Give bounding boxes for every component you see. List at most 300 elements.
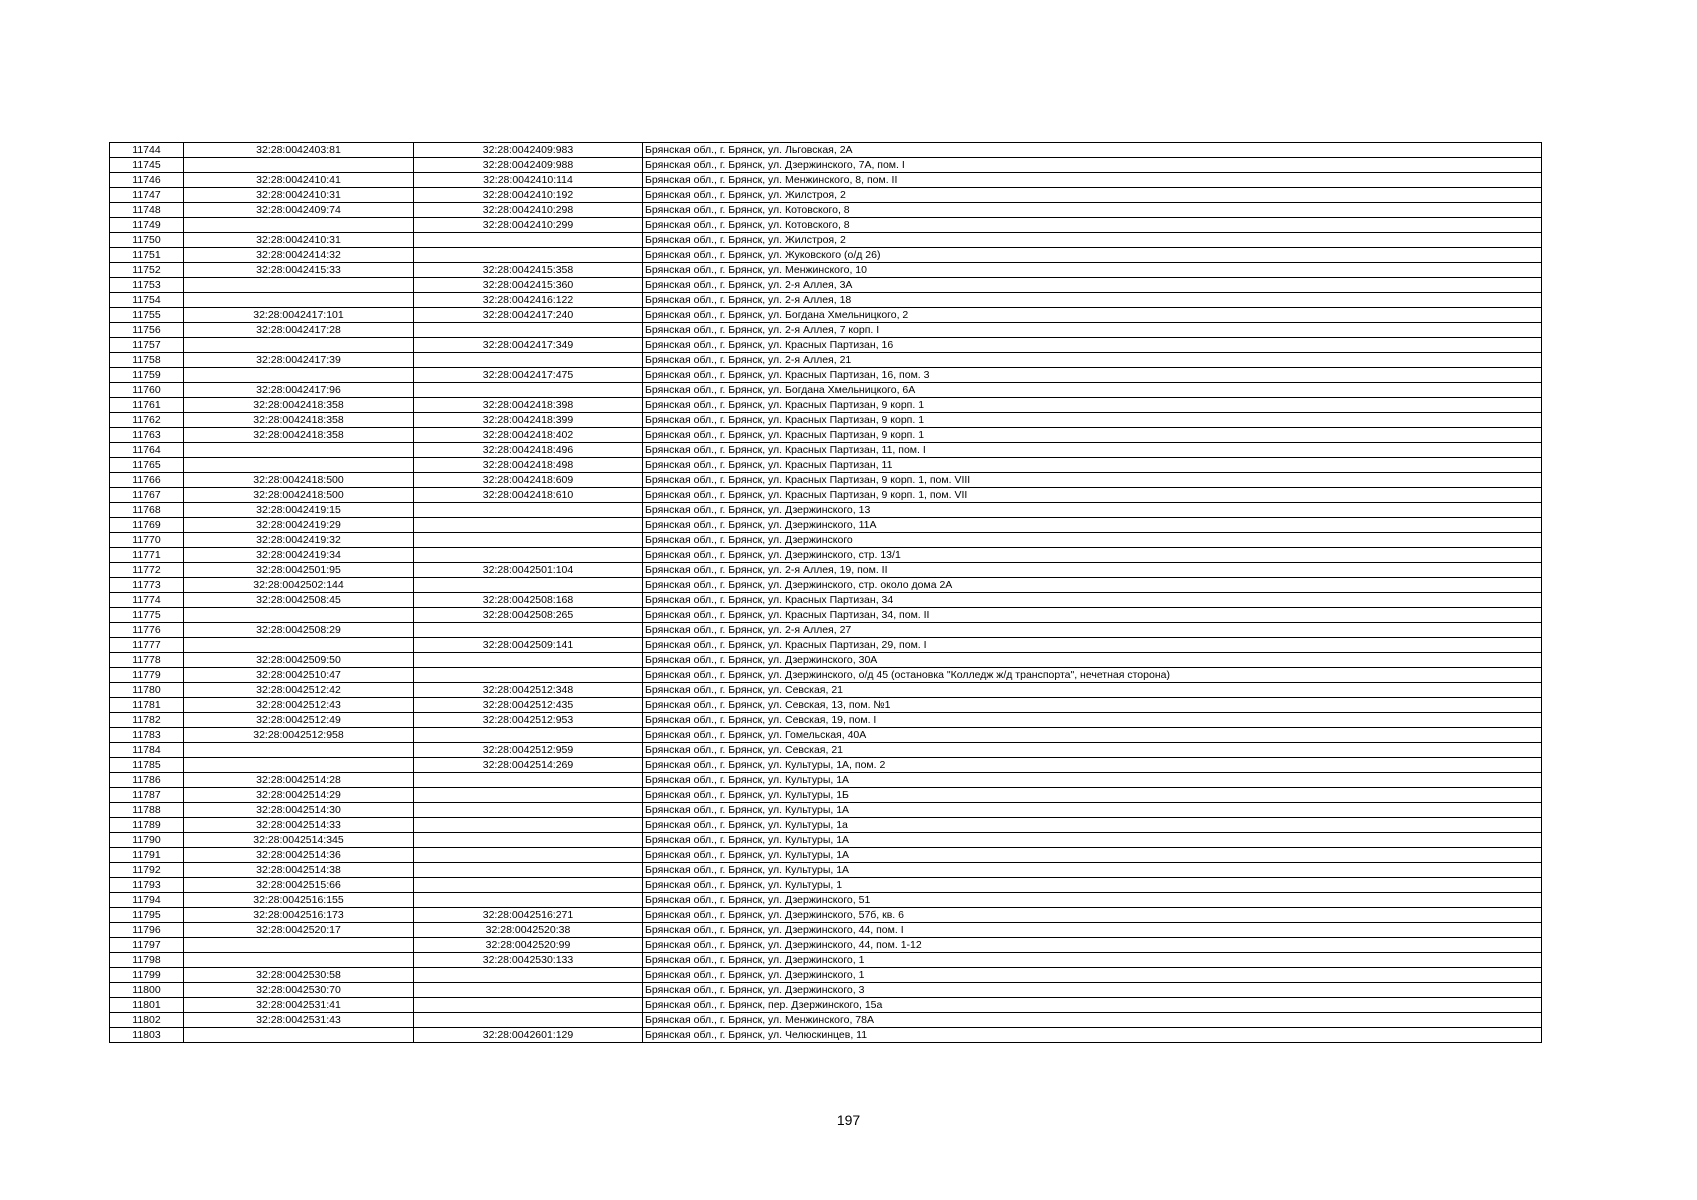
row-number-cell: 11790	[110, 833, 184, 848]
table-row	[110, 593, 1542, 608]
table-row	[110, 488, 1542, 503]
row-number-cell: 11782	[110, 713, 184, 728]
row-number-cell: 11785	[110, 758, 184, 773]
cadastral-object-number-cell: 32:28:0042512:953	[414, 713, 643, 728]
address-cell: Брянская обл., г. Брянск, ул. Дзержинского, стр. 13/1	[643, 548, 1542, 563]
row-number-cell: 11801	[110, 998, 184, 1013]
cadastral-land-number-cell	[184, 338, 414, 353]
address-cell: Брянская обл., г. Брянск, ул. Красных Партизан, 34	[643, 593, 1542, 608]
cadastral-land-number-cell	[184, 938, 414, 953]
table-row	[110, 533, 1542, 548]
table-row	[110, 983, 1542, 998]
cadastral-land-number-cell: 32:28:0042512:49	[184, 713, 414, 728]
cadastral-object-number-cell: 32:28:0042410:298	[414, 203, 643, 218]
table-row	[110, 503, 1542, 518]
cadastral-land-number-cell: 32:28:0042509:50	[184, 653, 414, 668]
cadastral-land-number-cell	[184, 368, 414, 383]
row-number-cell: 11772	[110, 563, 184, 578]
cadastral-land-number-cell: 32:28:0042514:38	[184, 863, 414, 878]
cadastral-land-number-cell: 32:28:0042410:31	[184, 188, 414, 203]
address-cell: Брянская обл., г. Брянск, ул. Культуры, 1А	[643, 833, 1542, 848]
row-number-cell: 11791	[110, 848, 184, 863]
cadastral-object-number-cell	[414, 728, 643, 743]
cadastral-object-number-cell	[414, 818, 643, 833]
table-row	[110, 188, 1542, 203]
cadastral-object-number-cell	[414, 518, 643, 533]
table-row	[110, 248, 1542, 263]
address-cell: Брянская обл., г. Брянск, ул. 2-я Аллея, 19, пом. II	[643, 563, 1542, 578]
row-number-cell: 11771	[110, 548, 184, 563]
row-number-cell: 11796	[110, 923, 184, 938]
cadastral-object-number-cell: 32:28:0042410:299	[414, 218, 643, 233]
address-cell: Брянская обл., г. Брянск, ул. 2-я Аллея, 27	[643, 623, 1542, 638]
cadastral-object-number-cell	[414, 773, 643, 788]
address-cell: Брянская обл., г. Брянск, ул. Дзержинского	[643, 533, 1542, 548]
table-row	[110, 203, 1542, 218]
row-number-cell: 11786	[110, 773, 184, 788]
table-row	[110, 218, 1542, 233]
cadastral-land-number-cell	[184, 443, 414, 458]
cadastral-land-number-cell	[184, 743, 414, 758]
cadastral-land-number-cell: 32:28:0042514:28	[184, 773, 414, 788]
table-row	[110, 578, 1542, 593]
row-number-cell: 11793	[110, 878, 184, 893]
row-number-cell: 11787	[110, 788, 184, 803]
table-row	[110, 473, 1542, 488]
row-number-cell: 11797	[110, 938, 184, 953]
address-cell: Брянская обл., г. Брянск, ул. Культуры, 1А	[643, 848, 1542, 863]
cadastral-land-number-cell: 32:28:0042417:101	[184, 308, 414, 323]
address-cell: Брянская обл., г. Брянск, ул. Красных Партизан, 11	[643, 458, 1542, 473]
page-number: 197	[836, 1112, 861, 1128]
row-number-cell: 11792	[110, 863, 184, 878]
cadastral-land-number-cell: 32:28:0042530:70	[184, 983, 414, 998]
row-number-cell: 11765	[110, 458, 184, 473]
address-cell: Брянская обл., г. Брянск, ул. Красных Партизан, 16, пом. 3	[643, 368, 1542, 383]
table-row	[110, 938, 1542, 953]
cadastral-land-number-cell: 32:28:0042510:47	[184, 668, 414, 683]
cadastral-land-number-cell: 32:28:0042515:66	[184, 878, 414, 893]
cadastral-land-number-cell: 32:28:0042415:33	[184, 263, 414, 278]
cadastral-land-number-cell: 32:28:0042418:358	[184, 398, 414, 413]
row-number-cell: 11750	[110, 233, 184, 248]
address-cell: Брянская обл., г. Брянск, ул. Красных Партизан, 9 корп. 1, пом. VIII	[643, 473, 1542, 488]
cadastral-land-number-cell	[184, 638, 414, 653]
row-number-cell: 11768	[110, 503, 184, 518]
cadastral-object-number-cell: 32:28:0042509:141	[414, 638, 643, 653]
cadastral-land-number-cell	[184, 458, 414, 473]
row-number-cell: 11766	[110, 473, 184, 488]
cadastral-object-number-cell	[414, 848, 643, 863]
row-number-cell: 11756	[110, 323, 184, 338]
row-number-cell: 11747	[110, 188, 184, 203]
row-number-cell: 11795	[110, 908, 184, 923]
row-number-cell: 11748	[110, 203, 184, 218]
row-number-cell: 11783	[110, 728, 184, 743]
address-cell: Брянская обл., г. Брянск, ул. Дзержинского, 3	[643, 983, 1542, 998]
address-cell: Брянская обл., г. Брянск, ул. Красных Партизан, 9 корп. 1	[643, 398, 1542, 413]
row-number-cell: 11776	[110, 623, 184, 638]
row-number-cell: 11798	[110, 953, 184, 968]
cadastral-land-number-cell: 32:28:0042410:31	[184, 233, 414, 248]
address-cell: Брянская обл., г. Брянск, ул. Дзержинского, стр. около дома 2А	[643, 578, 1542, 593]
table-row	[110, 788, 1542, 803]
cadastral-land-number-cell: 32:28:0042531:43	[184, 1013, 414, 1028]
table-row	[110, 263, 1542, 278]
address-cell: Брянская обл., г. Брянск, ул. Красных Партизан, 11, пом. I	[643, 443, 1542, 458]
address-cell: Брянская обл., г. Брянск, ул. Севская, 13, пом. №1	[643, 698, 1542, 713]
row-number-cell: 11779	[110, 668, 184, 683]
cadastral-land-number-cell: 32:28:0042514:33	[184, 818, 414, 833]
cadastral-object-number-cell: 32:28:0042418:609	[414, 473, 643, 488]
cadastral-land-number-cell: 32:28:0042516:173	[184, 908, 414, 923]
address-cell: Брянская обл., г. Брянск, ул. Дзержинского, 51	[643, 893, 1542, 908]
row-number-cell: 11762	[110, 413, 184, 428]
address-cell: Брянская обл., г. Брянск, ул. Красных Партизан, 9 корп. 1	[643, 413, 1542, 428]
table-row	[110, 293, 1542, 308]
address-cell: Брянская обл., г. Брянск, ул. Культуры, 1а	[643, 818, 1542, 833]
cadastral-land-number-cell: 32:28:0042419:34	[184, 548, 414, 563]
cadastral-land-number-cell: 32:28:0042417:39	[184, 353, 414, 368]
row-number-cell: 11754	[110, 293, 184, 308]
cadastral-object-number-cell: 32:28:0042409:983	[414, 143, 643, 158]
row-number-cell: 11788	[110, 803, 184, 818]
cadastral-land-number-cell: 32:28:0042512:958	[184, 728, 414, 743]
cadastral-land-number-cell: 32:28:0042512:43	[184, 698, 414, 713]
table-row	[110, 1028, 1542, 1043]
cadastral-object-number-cell: 32:28:0042512:435	[414, 698, 643, 713]
address-cell: Брянская обл., г. Брянск, ул. Менжинского, 78А	[643, 1013, 1542, 1028]
address-cell: Брянская обл., г. Брянск, ул. Культуры, 1А	[643, 803, 1542, 818]
table-row	[110, 323, 1542, 338]
cadastral-land-number-cell: 32:28:0042418:500	[184, 473, 414, 488]
cadastral-object-number-cell: 32:28:0042601:129	[414, 1028, 643, 1043]
cadastral-land-number-cell: 32:28:0042512:42	[184, 683, 414, 698]
cadastral-object-number-cell: 32:28:0042508:265	[414, 608, 643, 623]
row-number-cell: 11802	[110, 1013, 184, 1028]
address-cell: Брянская обл., г. Брянск, ул. Жилстроя, 2	[643, 233, 1542, 248]
table-row	[110, 398, 1542, 413]
row-number-cell: 11763	[110, 428, 184, 443]
address-cell: Брянская обл., г. Брянск, ул. Дзержинского, о/д 45 (остановка "Колледж ж/д транспорта", нечетная сторона)	[643, 668, 1542, 683]
cadastral-object-number-cell	[414, 893, 643, 908]
table-row	[110, 773, 1542, 788]
table-row	[110, 413, 1542, 428]
cadastral-object-number-cell: 32:28:0042512:348	[414, 683, 643, 698]
row-number-cell: 11757	[110, 338, 184, 353]
address-cell: Брянская обл., г. Брянск, ул. Дзержинского, 30А	[643, 653, 1542, 668]
row-number-cell: 11758	[110, 353, 184, 368]
row-number-cell: 11767	[110, 488, 184, 503]
cadastral-land-number-cell: 32:28:0042419:15	[184, 503, 414, 518]
table-row	[110, 833, 1542, 848]
cadastral-object-number-cell: 32:28:0042409:988	[414, 158, 643, 173]
row-number-cell: 11780	[110, 683, 184, 698]
address-cell: Брянская обл., г. Брянск, ул. Жуковского (о/д 26)	[643, 248, 1542, 263]
address-cell: Брянская обл., г. Брянск, ул. Менжинского, 8, пом. II	[643, 173, 1542, 188]
table-row	[110, 338, 1542, 353]
cadastral-land-number-cell	[184, 293, 414, 308]
table-row	[110, 863, 1542, 878]
address-cell: Брянская обл., г. Брянск, ул. Котовского, 8	[643, 218, 1542, 233]
registry-table-body	[110, 143, 1542, 1043]
cadastral-land-number-cell: 32:28:0042418:500	[184, 488, 414, 503]
cadastral-object-number-cell: 32:28:0042417:240	[414, 308, 643, 323]
cadastral-land-number-cell: 32:28:0042514:29	[184, 788, 414, 803]
table-row	[110, 728, 1542, 743]
cadastral-land-number-cell: 32:28:0042418:358	[184, 428, 414, 443]
cadastral-land-number-cell	[184, 758, 414, 773]
cadastral-land-number-cell	[184, 218, 414, 233]
cadastral-land-number-cell	[184, 608, 414, 623]
address-cell: Брянская обл., г. Брянск, ул. Богдана Хмельницкого, 6А	[643, 383, 1542, 398]
cadastral-object-number-cell	[414, 803, 643, 818]
address-cell: Брянская обл., г. Брянск, ул. Льговская, 2А	[643, 143, 1542, 158]
cadastral-object-number-cell: 32:28:0042530:133	[414, 953, 643, 968]
row-number-cell: 11761	[110, 398, 184, 413]
table-row	[110, 608, 1542, 623]
address-cell: Брянская обл., г. Брянск, ул. 2-я Аллея, 7 корп. I	[643, 323, 1542, 338]
cadastral-object-number-cell: 32:28:0042418:399	[414, 413, 643, 428]
cadastral-land-number-cell: 32:28:0042418:358	[184, 413, 414, 428]
row-number-cell: 11744	[110, 143, 184, 158]
cadastral-object-number-cell	[414, 863, 643, 878]
table-row	[110, 623, 1542, 638]
table-row	[110, 458, 1542, 473]
row-number-cell: 11778	[110, 653, 184, 668]
cadastral-land-number-cell: 32:28:0042409:74	[184, 203, 414, 218]
registry-table	[109, 142, 1542, 1043]
cadastral-object-number-cell	[414, 668, 643, 683]
table-row	[110, 848, 1542, 863]
cadastral-object-number-cell: 32:28:0042512:959	[414, 743, 643, 758]
table-row	[110, 353, 1542, 368]
cadastral-land-number-cell: 32:28:0042520:17	[184, 923, 414, 938]
cadastral-object-number-cell: 32:28:0042508:168	[414, 593, 643, 608]
cadastral-land-number-cell: 32:28:0042508:45	[184, 593, 414, 608]
table-row	[110, 818, 1542, 833]
address-cell: Брянская обл., г. Брянск, ул. Красных Партизан, 29, пом. I	[643, 638, 1542, 653]
cadastral-object-number-cell	[414, 878, 643, 893]
cadastral-object-number-cell	[414, 323, 643, 338]
table-row	[110, 278, 1542, 293]
cadastral-object-number-cell: 32:28:0042418:610	[414, 488, 643, 503]
address-cell: Брянская обл., г. Брянск, ул. Культуры, 1А, пом. 2	[643, 758, 1542, 773]
cadastral-object-number-cell: 32:28:0042417:475	[414, 368, 643, 383]
cadastral-object-number-cell: 32:28:0042514:269	[414, 758, 643, 773]
address-cell: Брянская обл., г. Брянск, ул. 2-я Аллея, 21	[643, 353, 1542, 368]
address-cell: Брянская обл., г. Брянск, ул. Дзержинского, 44, пом. I	[643, 923, 1542, 938]
address-cell: Брянская обл., г. Брянск, ул. Культуры, 1Б	[643, 788, 1542, 803]
cadastral-object-number-cell: 32:28:0042410:114	[414, 173, 643, 188]
table-row	[110, 368, 1542, 383]
cadastral-object-number-cell: 32:28:0042501:104	[414, 563, 643, 578]
address-cell: Брянская обл., г. Брянск, ул. 2-я Аллея, 3А	[643, 278, 1542, 293]
cadastral-object-number-cell	[414, 983, 643, 998]
cadastral-land-number-cell: 32:28:0042403:81	[184, 143, 414, 158]
address-cell: Брянская обл., г. Брянск, ул. Дзержинского, 11А	[643, 518, 1542, 533]
cadastral-land-number-cell: 32:28:0042516:155	[184, 893, 414, 908]
table-row	[110, 803, 1542, 818]
cadastral-land-number-cell: 32:28:0042419:29	[184, 518, 414, 533]
address-cell: Брянская обл., г. Брянск, ул. Севская, 21	[643, 743, 1542, 758]
cadastral-object-number-cell: 32:28:0042416:122	[414, 293, 643, 308]
row-number-cell: 11753	[110, 278, 184, 293]
cadastral-object-number-cell	[414, 578, 643, 593]
table-row	[110, 878, 1542, 893]
table-row	[110, 143, 1542, 158]
cadastral-object-number-cell	[414, 503, 643, 518]
cadastral-object-number-cell	[414, 1013, 643, 1028]
row-number-cell: 11794	[110, 893, 184, 908]
row-number-cell: 11769	[110, 518, 184, 533]
cadastral-land-number-cell: 32:28:0042514:345	[184, 833, 414, 848]
row-number-cell: 11751	[110, 248, 184, 263]
address-cell: Брянская обл., г. Брянск, ул. Котовского, 8	[643, 203, 1542, 218]
address-cell: Брянская обл., г. Брянск, ул. Севская, 21	[643, 683, 1542, 698]
address-cell: Брянская обл., г. Брянск, ул. 2-я Аллея, 18	[643, 293, 1542, 308]
cadastral-object-number-cell: 32:28:0042418:496	[414, 443, 643, 458]
cadastral-land-number-cell: 32:28:0042417:96	[184, 383, 414, 398]
cadastral-land-number-cell	[184, 1028, 414, 1043]
address-cell: Брянская обл., г. Брянск, ул. Богдана Хмельницкого, 2	[643, 308, 1542, 323]
cadastral-object-number-cell: 32:28:0042415:358	[414, 263, 643, 278]
table-row	[110, 893, 1542, 908]
row-number-cell: 11760	[110, 383, 184, 398]
cadastral-land-number-cell: 32:28:0042501:95	[184, 563, 414, 578]
address-cell: Брянская обл., г. Брянск, ул. Менжинского, 10	[643, 263, 1542, 278]
cadastral-object-number-cell	[414, 383, 643, 398]
row-number-cell: 11803	[110, 1028, 184, 1043]
cadastral-object-number-cell	[414, 968, 643, 983]
row-number-cell: 11781	[110, 698, 184, 713]
cadastral-object-number-cell: 32:28:0042516:271	[414, 908, 643, 923]
cadastral-object-number-cell	[414, 833, 643, 848]
table-row	[110, 518, 1542, 533]
cadastral-object-number-cell: 32:28:0042418:498	[414, 458, 643, 473]
cadastral-object-number-cell: 32:28:0042410:192	[414, 188, 643, 203]
cadastral-land-number-cell	[184, 953, 414, 968]
cadastral-land-number-cell: 32:28:0042514:36	[184, 848, 414, 863]
table-row	[110, 383, 1542, 398]
table-row	[110, 683, 1542, 698]
row-number-cell: 11773	[110, 578, 184, 593]
table-row	[110, 173, 1542, 188]
address-cell: Брянская обл., г. Брянск, ул. Культуры, 1А	[643, 863, 1542, 878]
cadastral-land-number-cell: 32:28:0042508:29	[184, 623, 414, 638]
cadastral-object-number-cell	[414, 788, 643, 803]
cadastral-land-number-cell	[184, 158, 414, 173]
table-row	[110, 638, 1542, 653]
table-row	[110, 698, 1542, 713]
table-row	[110, 758, 1542, 773]
cadastral-object-number-cell: 32:28:0042418:402	[414, 428, 643, 443]
address-cell: Брянская обл., г. Брянск, ул. Дзержинского, 13	[643, 503, 1542, 518]
address-cell: Брянская обл., г. Брянск, ул. Красных Партизан, 16	[643, 338, 1542, 353]
address-cell: Брянская обл., г. Брянск, ул. Красных Партизан, 9 корп. 1	[643, 428, 1542, 443]
table-row	[110, 923, 1542, 938]
cadastral-object-number-cell	[414, 653, 643, 668]
table-row	[110, 563, 1542, 578]
cadastral-land-number-cell: 32:28:0042419:32	[184, 533, 414, 548]
row-number-cell: 11745	[110, 158, 184, 173]
cadastral-object-number-cell: 32:28:0042415:360	[414, 278, 643, 293]
table-row	[110, 668, 1542, 683]
table-row	[110, 308, 1542, 323]
cadastral-land-number-cell: 32:28:0042502:144	[184, 578, 414, 593]
row-number-cell: 11752	[110, 263, 184, 278]
address-cell: Брянская обл., г. Брянск, пер. Дзержинского, 15а	[643, 998, 1542, 1013]
row-number-cell: 11799	[110, 968, 184, 983]
table-row	[110, 953, 1542, 968]
table-row	[110, 713, 1542, 728]
cadastral-object-number-cell	[414, 533, 643, 548]
address-cell: Брянская обл., г. Брянск, ул. Дзержинского, 57б, кв. 6	[643, 908, 1542, 923]
table-row	[110, 743, 1542, 758]
address-cell: Брянская обл., г. Брянск, ул. Челюскинцев, 11	[643, 1028, 1542, 1043]
row-number-cell: 11777	[110, 638, 184, 653]
address-cell: Брянская обл., г. Брянск, ул. Культуры, 1А	[643, 773, 1542, 788]
row-number-cell: 11800	[110, 983, 184, 998]
cadastral-object-number-cell: 32:28:0042520:38	[414, 923, 643, 938]
address-cell: Брянская обл., г. Брянск, ул. Дзержинского, 7А, пом. I	[643, 158, 1542, 173]
row-number-cell: 11759	[110, 368, 184, 383]
address-cell: Брянская обл., г. Брянск, ул. Красных Партизан, 34, пом. II	[643, 608, 1542, 623]
cadastral-land-number-cell	[184, 278, 414, 293]
cadastral-land-number-cell: 32:28:0042531:41	[184, 998, 414, 1013]
cadastral-object-number-cell: 32:28:0042520:99	[414, 938, 643, 953]
table-row	[110, 443, 1542, 458]
row-number-cell: 11764	[110, 443, 184, 458]
table-row	[110, 158, 1542, 173]
address-cell: Брянская обл., г. Брянск, ул. Дзержинского, 1	[643, 968, 1542, 983]
address-cell: Брянская обл., г. Брянск, ул. Красных Партизан, 9 корп. 1, пом. VII	[643, 488, 1542, 503]
address-cell: Брянская обл., г. Брянск, ул. Гомельская, 40А	[643, 728, 1542, 743]
table-row	[110, 548, 1542, 563]
address-cell: Брянская обл., г. Брянск, ул. Жилстроя, 2	[643, 188, 1542, 203]
table-row	[110, 968, 1542, 983]
table-row	[110, 428, 1542, 443]
table-row	[110, 653, 1542, 668]
row-number-cell: 11789	[110, 818, 184, 833]
cadastral-land-number-cell: 32:28:0042530:58	[184, 968, 414, 983]
address-cell: Брянская обл., г. Брянск, ул. Севская, 19, пом. I	[643, 713, 1542, 728]
cadastral-object-number-cell	[414, 998, 643, 1013]
address-cell: Брянская обл., г. Брянск, ул. Дзержинского, 44, пом. 1-12	[643, 938, 1542, 953]
row-number-cell: 11749	[110, 218, 184, 233]
cadastral-land-number-cell: 32:28:0042417:28	[184, 323, 414, 338]
table-row	[110, 998, 1542, 1013]
cadastral-object-number-cell: 32:28:0042418:398	[414, 398, 643, 413]
row-number-cell: 11746	[110, 173, 184, 188]
cadastral-object-number-cell: 32:28:0042417:349	[414, 338, 643, 353]
cadastral-object-number-cell	[414, 623, 643, 638]
cadastral-land-number-cell: 32:28:0042410:41	[184, 173, 414, 188]
cadastral-object-number-cell	[414, 548, 643, 563]
cadastral-land-number-cell: 32:28:0042514:30	[184, 803, 414, 818]
cadastral-land-number-cell: 32:28:0042414:32	[184, 248, 414, 263]
cadastral-object-number-cell	[414, 353, 643, 368]
address-cell: Брянская обл., г. Брянск, ул. Дзержинского, 1	[643, 953, 1542, 968]
cadastral-object-number-cell	[414, 248, 643, 263]
cadastral-object-number-cell	[414, 233, 643, 248]
table-row	[110, 1013, 1542, 1028]
row-number-cell: 11775	[110, 608, 184, 623]
row-number-cell: 11784	[110, 743, 184, 758]
table-row	[110, 233, 1542, 248]
row-number-cell: 11774	[110, 593, 184, 608]
row-number-cell: 11770	[110, 533, 184, 548]
